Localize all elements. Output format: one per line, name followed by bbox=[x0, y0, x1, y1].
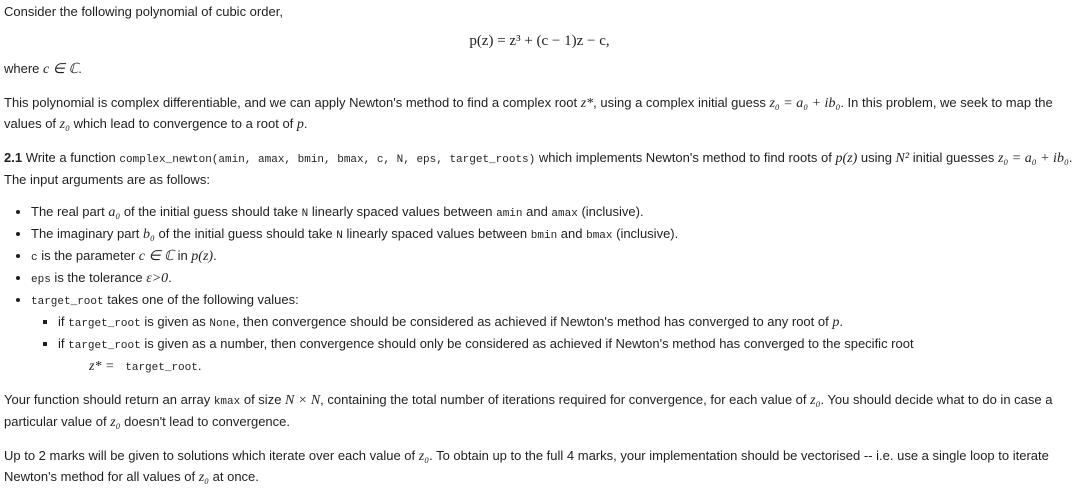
list-item: ▪ if target_root is given as None, then convergence should be considered as achieved if Newton's method has converged to any root of p. bbox=[58, 312, 1075, 334]
list-item: • The real part a₀ of the initial guess should take N linearly spaced values between amin and amax (inclusive). bbox=[31, 202, 1075, 224]
list-item: • target_root takes one of the following values: ▪ if target_root is given as None, then convergence should be considered as achieved if Newton's method has converged to any root of p. ▪ if target_root is given as a number, then convergence should only be considered as achieved if Newton's method has converged to the specific root z* = target_root. bbox=[31, 290, 1075, 378]
function-signature: complex_newton(amin, amax, bmin, bmax, c, N, eps, target_roots) bbox=[119, 154, 536, 166]
where-line bbox=[4, 59, 1075, 80]
polynomial-equation: p(z) = z³ + (c − 1)z − c, bbox=[469, 33, 610, 49]
intro-line: Consider the following polynomial of cubic order, bbox=[4, 4, 283, 19]
paragraph-intro: This polynomial is complex differentiable, and we can apply Newton's method to find a complex root z*, using a complex initial guess z₀ = a₀ + ib₀. In this problem, we seek to map the values of z₀ which lead to convergence to a root of p. bbox=[4, 95, 1053, 132]
marks-paragraph: Up to 2 marks will be given to solutions which iterate over each value of z₀. To obtain up to the full 4 marks, your implementation should be vectorised -- i.e. use a single loop to iterate Newton's method for all values of z₀ at once. bbox=[4, 448, 1049, 485]
specific-root-line: z* = target_root. bbox=[89, 358, 202, 374]
argument-list bbox=[4, 202, 1075, 378]
return-paragraph: Your function should return an array kmax of size N × N, containing the total number of iterations required for convergence, for each value of z₀. You should decide what to do in case a particular value of z₀ doesn't lead to convergence. bbox=[4, 392, 1053, 430]
where-math: c ∈ ℂ bbox=[43, 62, 79, 77]
list-item: • eps is the tolerance ε>0. bbox=[31, 268, 1075, 290]
target-root-sublist bbox=[31, 312, 1075, 356]
list-item: ▪ if target_root is given as a number, then convergence should only be considered as achieved if Newton's method has converged to the specific root bbox=[58, 334, 1075, 356]
task-number: 2.1 bbox=[4, 150, 23, 165]
where-end: . bbox=[78, 61, 82, 76]
where-text: where bbox=[4, 61, 44, 76]
task-description: 2.1 Write a function complex_newton(amin, amax, bmin, bmax, c, N, eps, target_roots) which implements Newton's method to find roots of p(z) using N² initial guesses z₀ = a₀ + ib₀. The input arguments are as follows: bbox=[4, 150, 1073, 187]
list-item: • c is the parameter c ∈ ℂ in p(z). bbox=[31, 246, 1075, 268]
list-item: • The imaginary part b₀ of the initial guess should take N linearly spaced values between bmin and bmax (inclusive). bbox=[31, 224, 1075, 246]
